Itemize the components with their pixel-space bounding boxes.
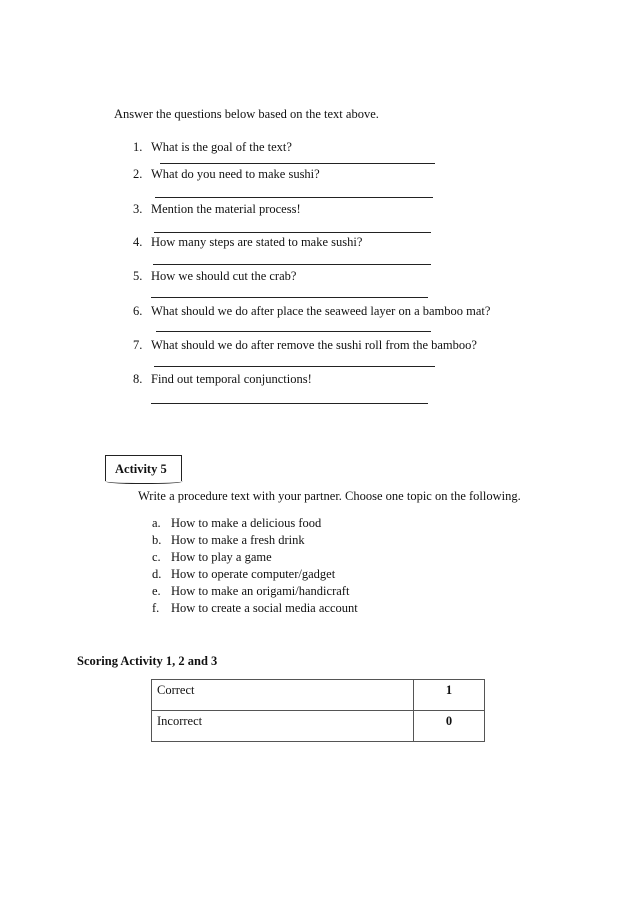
score-value: 1: [414, 680, 485, 711]
score-label: Correct: [152, 680, 414, 711]
question-6: [133, 304, 490, 319]
answer-line-8[interactable]: [151, 403, 428, 404]
question-3: [133, 202, 301, 217]
topic-letter: a.: [152, 516, 161, 530]
topic-item: [152, 584, 349, 599]
topic-text: How to make a delicious food: [171, 516, 322, 530]
topic-text: How to operate computer/gadget: [171, 567, 336, 581]
answer-line-3[interactable]: [154, 232, 431, 233]
question-5: [133, 269, 296, 284]
table-row: [152, 711, 485, 742]
answer-line-7[interactable]: [154, 366, 435, 367]
answer-line-1[interactable]: [160, 163, 435, 164]
activity-title: Activity 5: [115, 462, 167, 476]
topic-text: How to create a social media account: [171, 601, 358, 615]
topic-item: [152, 601, 358, 616]
question-number: 2.: [133, 167, 143, 181]
answer-line-5[interactable]: [151, 297, 428, 298]
question-number: 4.: [133, 235, 143, 249]
activity-title-tab: [105, 455, 182, 481]
scoring-title: Scoring Activity 1, 2 and 3: [77, 654, 218, 668]
topic-text: How to make an origami/handicraft: [171, 584, 350, 598]
question-text: What is the goal of the text?: [151, 140, 292, 154]
activity-instruction: Write a procedure text with your partner. Choose one topic on the following.: [138, 489, 521, 503]
question-text: Find out temporal conjunctions!: [151, 372, 312, 386]
topic-item: [152, 550, 272, 565]
topic-text: How to play a game: [171, 550, 272, 564]
questions-instruction: Answer the questions below based on the text above.: [114, 107, 379, 121]
score-label: Incorrect: [152, 711, 414, 742]
topic-item: [152, 567, 335, 582]
question-text: Mention the material process!: [151, 202, 301, 216]
question-number: 5.: [133, 269, 143, 283]
answer-line-4[interactable]: [153, 264, 431, 265]
question-text: How many steps are stated to make sushi?: [151, 235, 363, 249]
question-7: [133, 338, 477, 353]
topic-item: [152, 516, 321, 531]
question-text: What should we do after remove the sushi roll from the bamboo?: [151, 338, 477, 352]
question-number: 3.: [133, 202, 143, 216]
question-text: How we should cut the crab?: [151, 269, 297, 283]
topic-letter: b.: [152, 533, 162, 547]
question-number: 7.: [133, 338, 143, 352]
question-1: [133, 140, 292, 155]
score-value: 0: [414, 711, 485, 742]
topic-letter: c.: [152, 550, 161, 564]
topic-letter: e.: [152, 584, 161, 598]
answer-line-2[interactable]: [155, 197, 433, 198]
answer-line-6[interactable]: [156, 331, 431, 332]
question-number: 6.: [133, 304, 143, 318]
question-text: What should we do after place the seaweed layer on a bamboo mat?: [151, 304, 491, 318]
question-number: 8.: [133, 372, 143, 386]
question-text: What do you need to make sushi?: [151, 167, 320, 181]
topic-letter: f.: [152, 601, 160, 615]
question-2: [133, 167, 320, 182]
topic-text: How to make a fresh drink: [171, 533, 305, 547]
topic-item: [152, 533, 305, 548]
question-4: [133, 235, 362, 250]
table-row: [152, 680, 485, 711]
scoring-table: [151, 679, 485, 742]
question-8: [133, 372, 312, 387]
topic-letter: d.: [152, 567, 162, 581]
question-number: 1.: [133, 140, 143, 154]
